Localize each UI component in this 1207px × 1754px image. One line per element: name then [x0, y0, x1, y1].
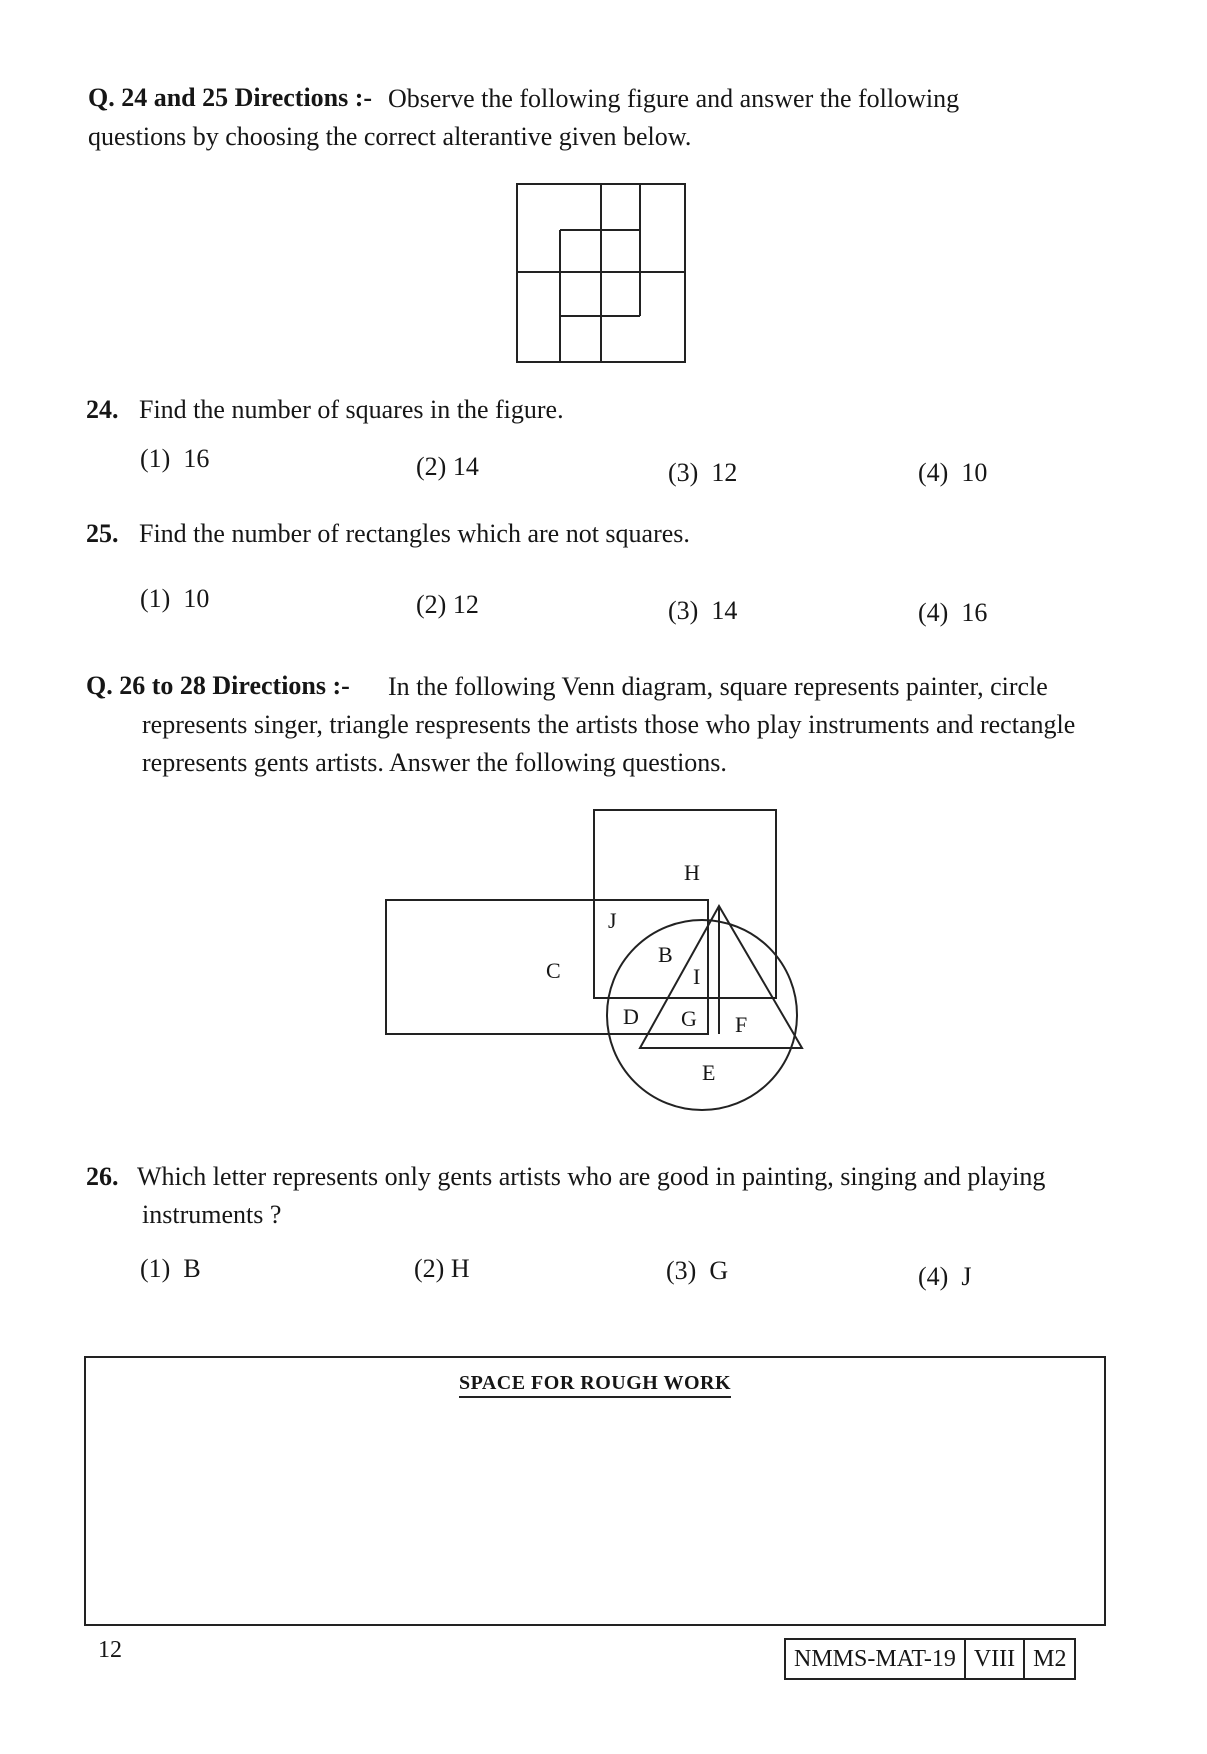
- q26-text: Which letter represents only gents artists who are good in painting, singing and playing instruments ?: [137, 1162, 1046, 1229]
- venn-label-c: C: [546, 958, 561, 983]
- rough-work-title-text: SPACE FOR ROUGH WORK: [459, 1372, 731, 1398]
- exam-code: NMMS-MAT-19: [786, 1640, 966, 1678]
- exam-class: VIII: [966, 1640, 1025, 1678]
- venn-label-h: H: [684, 860, 700, 885]
- q25-option-3[interactable]: (3) 14: [668, 596, 738, 625]
- q26-option-1[interactable]: (1) B: [140, 1254, 201, 1283]
- q24-option-3[interactable]: (3) 12: [668, 458, 738, 487]
- q26-option-4[interactable]: (4) J: [918, 1262, 972, 1291]
- directions-24-25-text: Observe the following figure and answer the following questions by choosing the correct alterantive given below.: [88, 84, 960, 151]
- q24-number: 24.: [86, 395, 119, 424]
- venn-label-d: D: [623, 1004, 639, 1029]
- q26-number: 26.: [86, 1162, 119, 1191]
- q25-option-1[interactable]: (1) 10: [140, 584, 210, 613]
- q25-number: 25.: [86, 519, 119, 548]
- rough-work-box: [84, 1356, 1106, 1626]
- venn-label-f: F: [735, 1012, 748, 1037]
- q24-text: Find the number of squares in the figure.: [139, 395, 564, 424]
- venn-label-i: I: [693, 964, 701, 989]
- q24-option-1[interactable]: (1) 16: [140, 444, 210, 473]
- directions-26-28-text: In the following Venn diagram, square represents painter, circle represents singer, triangle respresents the artists those who play instruments and rectangle represents gents artists. Answer the following questions.: [142, 672, 1076, 777]
- q25-option-4[interactable]: (4) 16: [918, 598, 988, 627]
- venn-label-g: G: [681, 1006, 697, 1031]
- venn-square-painter: [594, 810, 776, 998]
- q24-option-2[interactable]: (2) 14: [416, 452, 479, 481]
- directions-24-25-heading: Q. 24 and 25 Directions :-: [88, 83, 373, 112]
- q26-option-3[interactable]: (3) G: [666, 1256, 729, 1285]
- q25-text: Find the number of rectangles which are not squares.: [139, 519, 690, 548]
- venn-label-b: B: [658, 942, 673, 967]
- venn-label-e: E: [702, 1060, 716, 1085]
- exam-medium: M2: [1033, 1646, 1067, 1672]
- q26-stem: [86, 1158, 1112, 1234]
- venn-label-j: J: [608, 908, 617, 933]
- exam-code-box: [784, 1638, 1076, 1680]
- directions-26-28-heading: Q. 26 to 28 Directions :-: [86, 671, 350, 700]
- page-number: 12: [98, 1637, 122, 1663]
- q25-option-2[interactable]: (2) 12: [416, 590, 479, 619]
- q24-option-4[interactable]: (4) 10: [918, 458, 988, 487]
- rough-work-title: [86, 1372, 1104, 1395]
- q26-option-2[interactable]: (2) H: [414, 1254, 470, 1283]
